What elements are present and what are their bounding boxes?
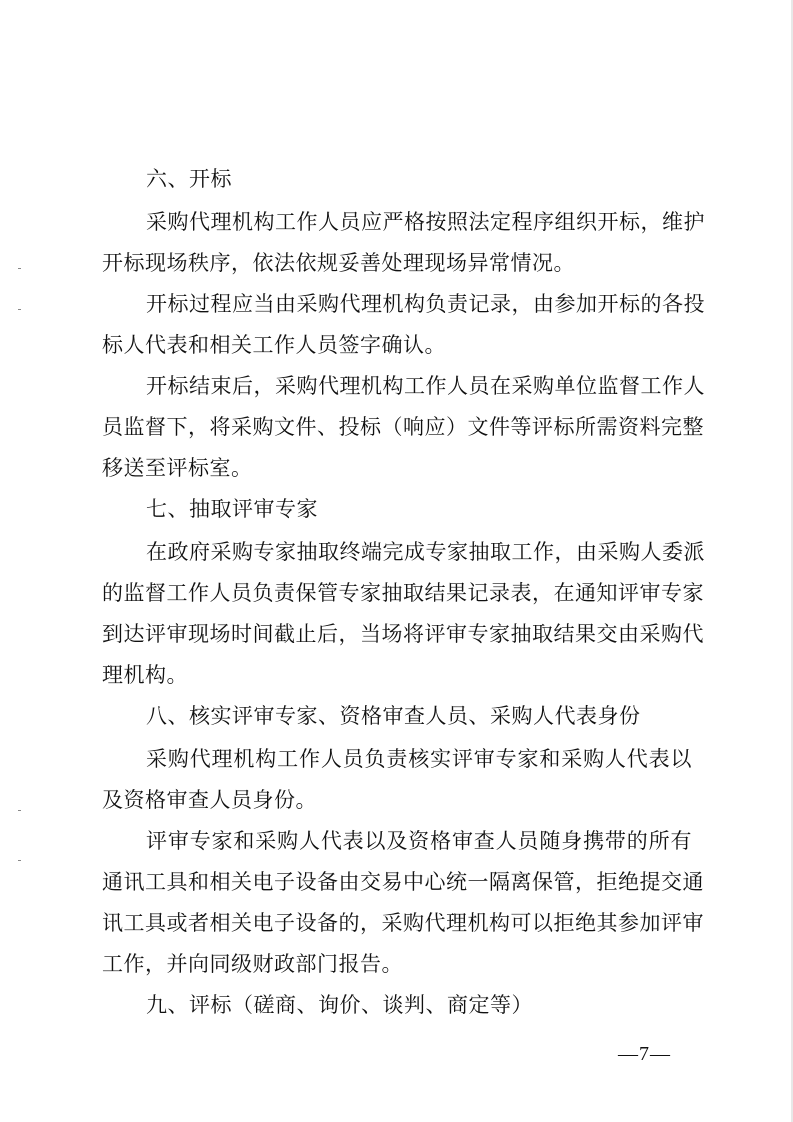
paragraph-line: 开标现场秩序，依法依规妥善处理现场异常情况。 (102, 251, 575, 275)
paragraph-line: 评审专家和采购人代表以及资格审查人员随身携带的所有 (146, 829, 692, 853)
paragraph-line: 讯工具或者相关电子设备的，采购代理机构可以拒绝其参加评审 (102, 911, 704, 935)
section-9-heading: 九、评标（磋商、询价、谈判、商定等） (146, 993, 533, 1017)
paragraph-line: 及资格审查人员身份。 (102, 788, 317, 812)
paragraph-line: 移送至评标室。 (102, 456, 253, 480)
paragraph-line: 的监督工作人员负责保管专家抽取结果记录表，在通知评审专家 (102, 581, 704, 605)
paragraph-line: 开标结束后，采购代理机构工作人员在采购单位监督工作人 (146, 374, 705, 398)
paragraph-line: 到达评审现场时间截止后，当场将评审专家抽取结果交由采购代 (102, 622, 704, 646)
page-number: —7— (618, 1043, 671, 1065)
paragraph-line: 采购代理机构工作人员负责核实评审专家和采购人代表以 (146, 747, 692, 771)
scan-margin-mark (18, 860, 21, 861)
paragraph-line: 通讯工具和相关电子设备由交易中心统一隔离保管，拒绝提交通 (102, 870, 704, 894)
section-8-heading: 八、核实评审专家、资格审查人员、采购人代表身份 (146, 704, 641, 728)
scan-margin-mark (18, 268, 21, 269)
paragraph-line: 员监督下，将采购文件、投标（响应）文件等评标所需资料完整 (102, 415, 704, 439)
paragraph-line: 理机构。 (102, 663, 188, 687)
scan-margin-mark (18, 309, 21, 310)
section-7-heading: 七、抽取评审专家 (146, 497, 318, 521)
paragraph-line: 采购代理机构工作人员应严格按照法定程序组织开标，维护 (146, 210, 705, 234)
paragraph-line: 工作，并向同级财政部门报告。 (102, 952, 403, 976)
scan-margin-mark (18, 810, 21, 811)
paragraph-line: 在政府采购专家抽取终端完成专家抽取工作，由采购人委派 (146, 540, 705, 564)
paragraph-line: 标人代表和相关工作人员签字确认。 (102, 333, 446, 357)
section-6-heading: 六、开标 (146, 167, 232, 191)
paragraph-line: 开标过程应当由采购代理机构负责记录，由参加开标的各投 (146, 292, 705, 316)
